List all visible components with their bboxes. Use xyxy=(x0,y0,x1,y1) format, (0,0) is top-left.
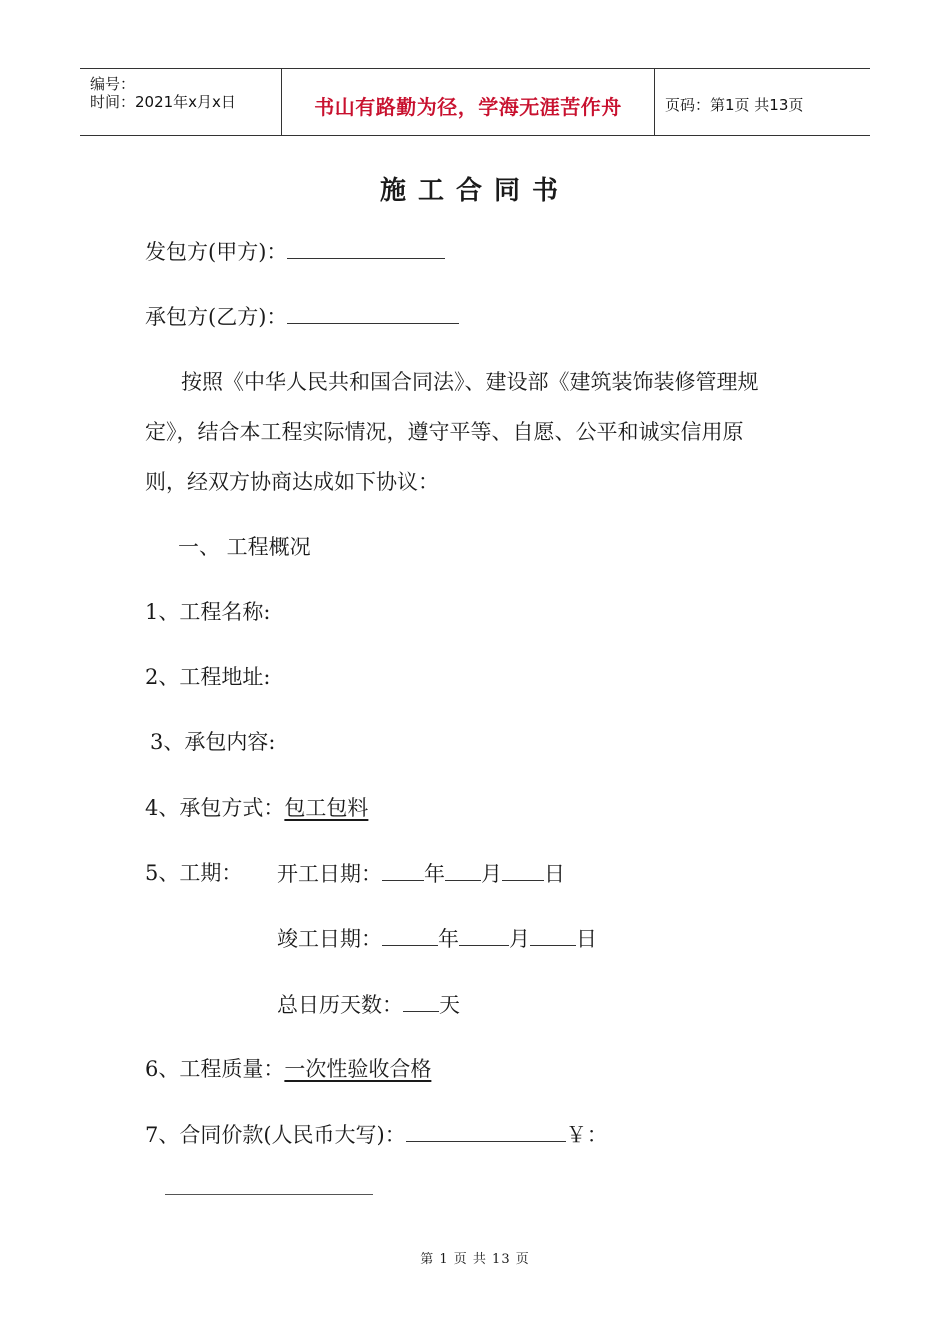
item-price xyxy=(145,1119,608,1150)
motto-text: 书山有路勤为径，学海无涯苦作舟 xyxy=(314,95,622,119)
end-day-unit: 日 xyxy=(576,927,597,951)
start-month-unit: 月 xyxy=(481,862,502,886)
page-footer: 第 1 页 共 13 页 xyxy=(420,1252,530,1267)
end-month-unit: 月 xyxy=(509,927,530,951)
item-period-label: 5、工期： xyxy=(145,861,243,885)
intro-line-1: 按照《中华人民共和国合同法》、建设部《建筑装饰装修管理规 xyxy=(181,370,759,394)
start-month-blank xyxy=(445,858,481,881)
end-day-blank xyxy=(530,923,576,946)
price-label: 7、合同价款(人民币大写)： xyxy=(145,1123,406,1147)
item-contract-content: 3、承包内容: xyxy=(150,730,276,754)
quality-label: 6、工程质量： xyxy=(145,1057,285,1081)
header-middle-cell xyxy=(282,69,655,135)
party-a-blank xyxy=(287,236,445,259)
total-days-blank xyxy=(403,989,439,1012)
section-heading: 一、 工程概况 xyxy=(178,535,311,559)
end-date-line xyxy=(277,923,597,954)
start-date-label: 开工日期： xyxy=(277,862,382,886)
intro-line-3: 则，经双方协商达成如下协议： xyxy=(145,470,439,494)
party-b-line xyxy=(145,301,459,332)
serial-label: 编号： xyxy=(90,75,136,93)
item-contract-method xyxy=(145,793,368,823)
quality-value: 一次性验收合格 xyxy=(284,1057,432,1081)
price-blank xyxy=(406,1119,566,1142)
total-days-line xyxy=(277,989,460,1020)
time-label: 时间：2021年x月x日 xyxy=(90,93,236,111)
total-days-label: 总日历天数： xyxy=(277,993,403,1017)
header-right-cell xyxy=(655,69,870,135)
intro-line-2: 定》，结合本工程实际情况，遵守平等、自愿、公平和诚实信用原 xyxy=(145,420,744,444)
start-day-blank xyxy=(502,858,544,881)
start-day-unit: 日 xyxy=(544,862,565,886)
start-date-line xyxy=(277,858,565,889)
party-a-label: 发包方(甲方)： xyxy=(145,240,288,264)
start-year-blank xyxy=(382,858,424,881)
end-year-unit: 年 xyxy=(438,927,459,951)
party-b-label: 承包方(乙方)： xyxy=(145,305,288,329)
page-header xyxy=(80,68,870,136)
party-b-blank xyxy=(287,301,459,324)
price-continuation-blank xyxy=(165,1194,373,1195)
end-year-blank xyxy=(382,923,438,946)
item-project-name: 1、工程名称: xyxy=(145,600,271,624)
end-month-blank xyxy=(459,923,509,946)
header-left-cell xyxy=(80,69,282,135)
party-a-line xyxy=(145,236,445,267)
item-quality xyxy=(145,1054,431,1084)
start-year-unit: 年 xyxy=(424,862,445,886)
end-date-label: 竣工日期： xyxy=(277,927,382,951)
item-project-address: 2、工程地址: xyxy=(145,665,271,689)
method-value: 包工包料 xyxy=(284,796,369,820)
method-label: 4、承包方式： xyxy=(145,796,285,820)
document-title: 施工合同书 xyxy=(379,176,570,206)
yen-label: ￥： xyxy=(565,1123,608,1147)
days-unit: 天 xyxy=(439,993,460,1017)
page-code: 页码：第1页 共13页 xyxy=(665,96,804,114)
